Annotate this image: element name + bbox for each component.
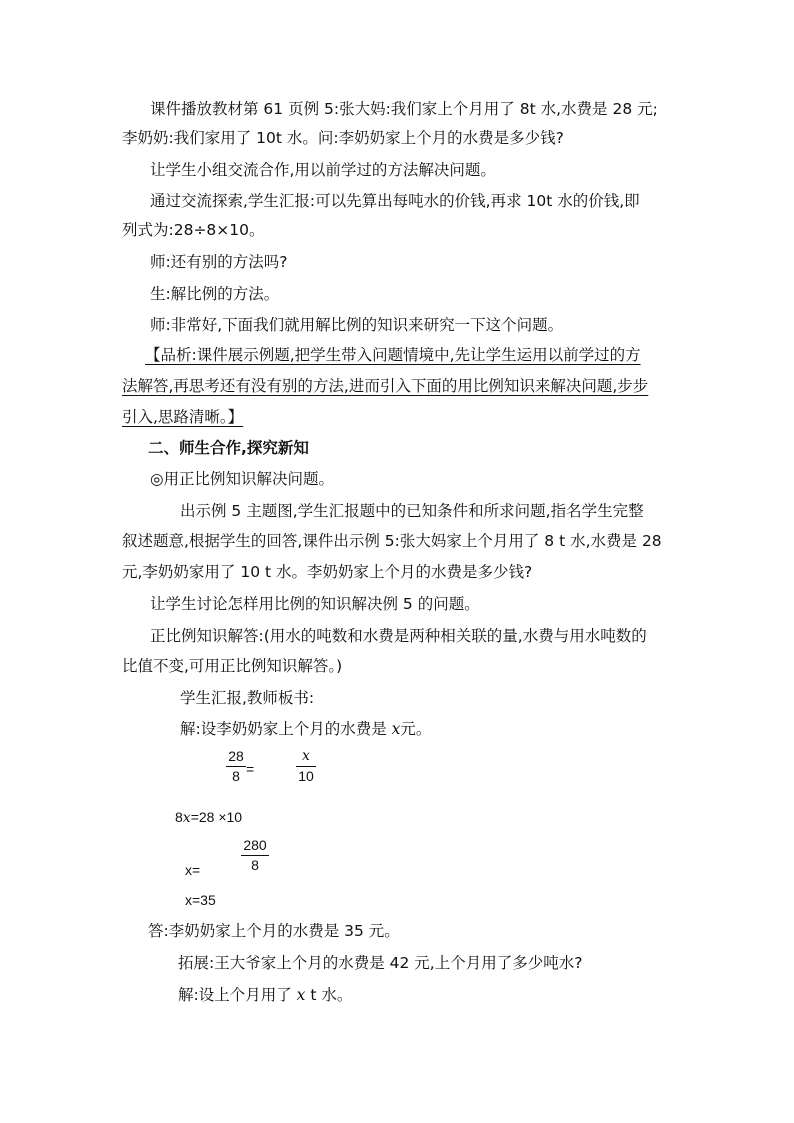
- paragraph-line: 让学生讨论怎样用比例的知识解决例 5 的问题。: [150, 595, 480, 613]
- analysis-note-line: 【品析:课件展示例题,把学生带入问题情境中,先让学生运用以前学过的方: [145, 346, 641, 364]
- fraction-numerator: x: [302, 748, 310, 764]
- variable-x: x: [296, 986, 306, 1004]
- paragraph-line: 出示例 5 主题图,学生汇报题中的已知条件和所求问题,指名学生完整: [180, 502, 644, 520]
- fraction-numerator: 280: [243, 837, 267, 853]
- extension-question: 拓展:王大爷家上个月的水费是 42 元,上个月用了多少吨水?: [178, 954, 583, 972]
- paragraph-line: 师:还有别的方法吗?: [150, 253, 288, 271]
- paragraph-line: 师:非常好,下面我们就用解比例的知识来研究一下这个问题。: [150, 316, 564, 334]
- variable-x: x: [391, 720, 401, 738]
- fraction-denominator: 10: [298, 768, 314, 784]
- paragraph-line: 课件播放教材第 61 页例 5:张大妈:我们家上个月用了 8t 水,水费是 28 元;: [150, 100, 658, 118]
- solution-setup: [180, 718, 431, 740]
- fraction-denominator: 8: [251, 857, 259, 873]
- paragraph-line: 学生汇报,教师板书:: [180, 689, 315, 707]
- answer-line: 答:李奶奶家上个月的水费是 35 元。: [148, 922, 400, 940]
- paragraph-line: 正比例知识解答:(用水的吨数和水费是两种相关联的量,水费与用水吨数的: [150, 627, 647, 645]
- paragraph-line: 生:解比例的方法。: [150, 285, 280, 303]
- paragraph-line: 列式为:28÷8×10。: [122, 221, 265, 239]
- fraction-bar: [241, 855, 269, 856]
- analysis-note-line: 法解答,再思考还有没有别的方法,进而引入下面的用比例知识来解决问题,步步: [122, 377, 649, 395]
- fraction-denominator: 8: [232, 768, 240, 784]
- section-heading: 二、师生合作,探究新知: [148, 439, 309, 457]
- paragraph-line: 比值不变,可用正比例知识解答。): [122, 657, 343, 675]
- variable-x: x: [182, 810, 191, 826]
- fraction-bar: [226, 766, 246, 767]
- fraction-x-over-10: [296, 748, 316, 785]
- equation-result: x=35: [185, 892, 216, 908]
- paragraph-line: 让学生小组交流合作,用以前学过的方法解决问题。: [150, 161, 496, 179]
- solution-setup-suffix: 元。: [400, 720, 432, 738]
- extension-setup: [178, 984, 352, 1006]
- solution-setup-text: 解:设李奶奶家上个月的水费是: [180, 720, 392, 738]
- equation-step-lhs: x=: [185, 862, 201, 878]
- fraction-280-over-8: [241, 837, 269, 874]
- method-heading: ◎用正比例知识解决问题。: [150, 470, 335, 488]
- fraction-numerator: 28: [228, 748, 244, 764]
- paragraph-line: 李奶奶:我们家用了 10t 水。问:李奶奶家上个月的水费是多少钱?: [122, 129, 564, 147]
- equals-sign: =: [246, 761, 255, 777]
- equation-right: =28 ×10: [190, 809, 243, 825]
- paragraph-line: 通过交流探索,学生汇报:可以先算出每吨水的价钱,再求 10t 水的价钱,即: [150, 192, 640, 210]
- extension-setup-text: 解:设上个月用了: [178, 986, 297, 1004]
- paragraph-line: 元,李奶奶家用了 10 t 水。李奶奶家上个月的水费是多少钱?: [122, 563, 533, 581]
- fraction-bar: [296, 766, 316, 767]
- analysis-note-line: 引入,思路清晰。】: [122, 408, 244, 426]
- equation-step: [175, 806, 242, 829]
- fraction-28-over-8: [226, 748, 246, 785]
- paragraph-line: 叙述题意,根据学生的回答,课件出示例 5:张大妈家上个月用了 8 t 水,水费是 28: [122, 532, 662, 550]
- extension-setup-suffix: t 水。: [305, 986, 353, 1004]
- coefficient: 8: [175, 809, 183, 825]
